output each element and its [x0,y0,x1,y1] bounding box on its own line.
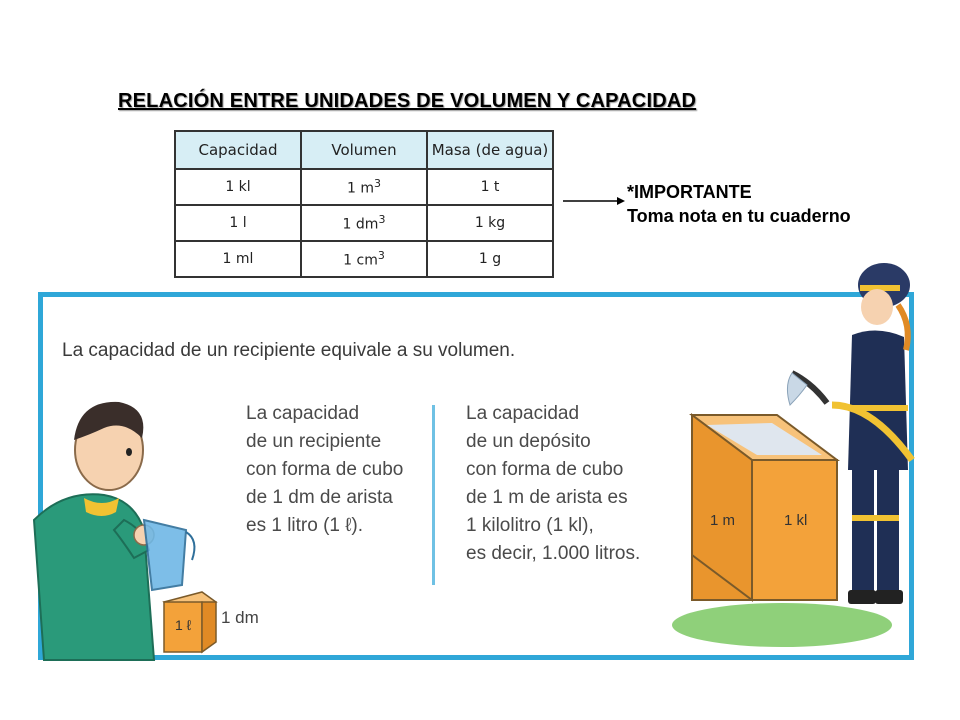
cell-capacidad: 1 l [175,205,301,241]
volume-value: 1 m [347,180,374,197]
header-masa: Masa (de agua) [427,131,553,169]
text-line: es decir, 1.000 litros. [466,543,641,564]
panel-lead-text: La capacidad de un recipiente equivale a su volumen. [62,340,516,361]
table-row [175,205,553,241]
small-cube [164,592,216,652]
cell-capacidad: 1 kl [175,169,301,205]
cell-masa: 1 t [427,169,553,205]
small-box-label: 1 ℓ [175,617,192,633]
right-explanation [466,400,640,568]
arrow-right-icon [563,195,625,207]
column-divider [432,405,435,585]
text-line: con forma de cubo [466,459,624,480]
cell-volumen [301,169,427,205]
small-box-edge-label: 1 dm [221,608,259,627]
cell-masa: 1 kg [427,205,553,241]
text-line: de un depósito [466,431,591,452]
cell-capacidad: 1 ml [175,241,301,277]
boy-pouring-illustration [24,380,224,662]
exponent: 3 [378,213,386,227]
volume-value: 1 dm [342,216,379,233]
important-note [627,180,851,228]
left-explanation [246,400,403,540]
firefighter-illustration [672,255,922,665]
important-instruction: Toma nota en tu cuaderno [627,206,851,226]
big-box-edge-label: 1 m [710,512,736,529]
text-line: La capacidad [466,403,580,424]
cell-volumen [301,205,427,241]
text-line: La capacidad [246,403,360,424]
table-header-row [175,131,553,169]
table-row [175,241,553,277]
big-cube [692,415,837,600]
cell-masa: 1 g [427,241,553,277]
text-line: con forma de cubo [246,459,404,480]
units-table [174,130,554,278]
header-volumen: Volumen [301,131,427,169]
text-line: de 1 dm de arista [246,487,393,508]
big-box-capacity-label: 1 kl [784,512,808,529]
important-label: *IMPORTANTE [627,182,752,202]
table-row [175,169,553,205]
header-capacidad: Capacidad [175,131,301,169]
text-line: es 1 litro (1 ℓ). [246,515,364,536]
volume-value: 1 cm [343,252,378,269]
text-line: de un recipiente [246,431,382,452]
page-title: RELACIÓN ENTRE UNIDADES DE VOLUMEN Y CAPACIDAD [118,90,697,112]
exponent: 3 [377,249,385,263]
text-line: 1 kilolitro (1 kl), [466,515,594,536]
cell-volumen [301,241,427,277]
exponent: 3 [374,177,381,191]
text-line: de 1 m de arista es [466,487,628,508]
